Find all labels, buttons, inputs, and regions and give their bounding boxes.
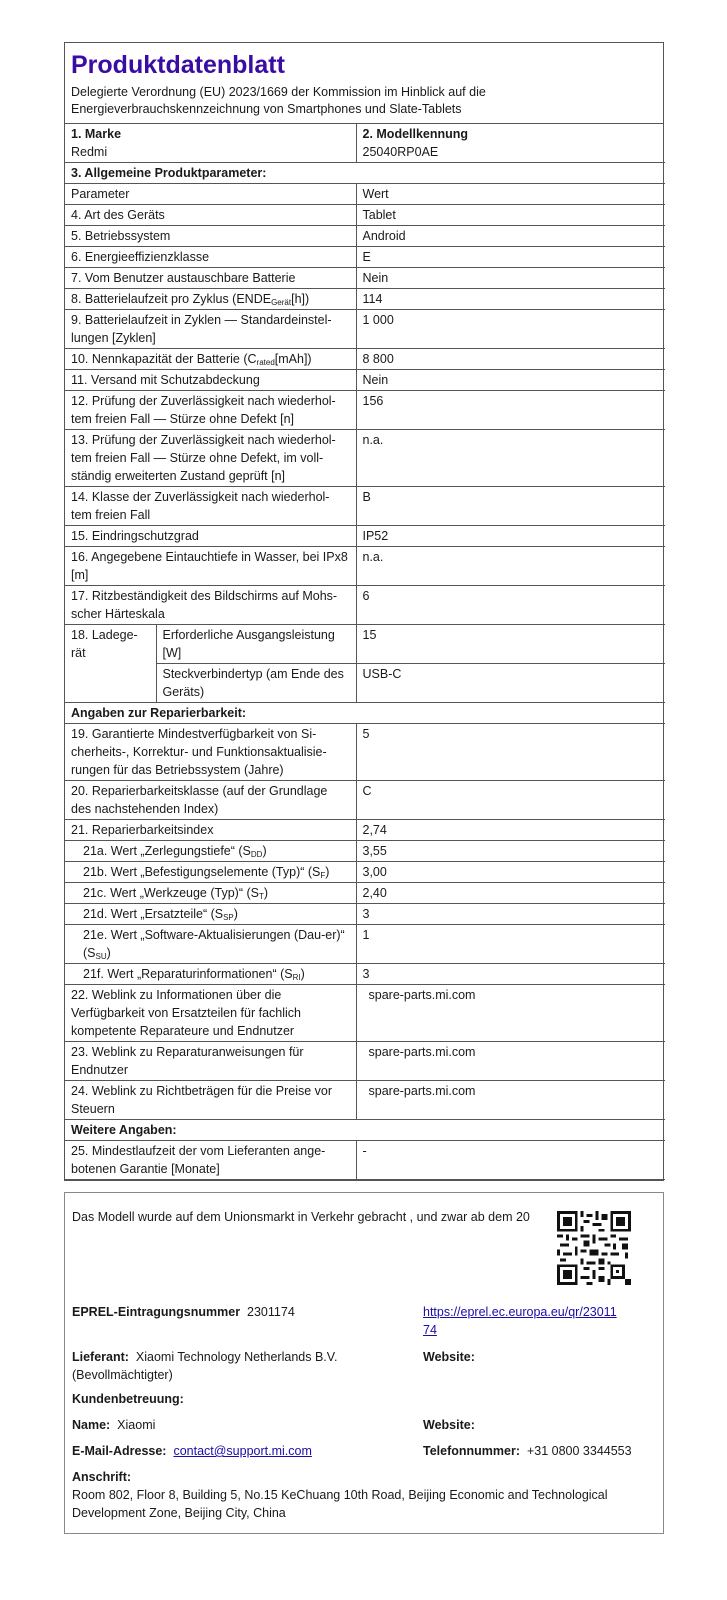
table-row	[65, 1081, 665, 1120]
row-value: 3,55	[356, 841, 665, 862]
row-label: 5. Betriebssystem	[65, 226, 356, 247]
row-label: 21. Reparierbarkeitsindex	[65, 820, 356, 841]
row-label: 4. Art des Geräts	[65, 205, 356, 226]
eprel-value: 2301174	[247, 1305, 295, 1319]
market-date-text: Das Modell wurde auf dem Unionsmarkt in Verkehr gebracht , und zwar ab dem 20	[72, 1210, 530, 1224]
row-label: 9. Batterielaufzeit in Zyklen — Standardeinstel-lungen [Zyklen]	[65, 310, 356, 349]
row-label: 11. Versand mit Schutzabdeckung	[65, 370, 356, 391]
row-label: 24. Weblink zu Richtbeträgen für die Preise vor Steuern	[65, 1081, 356, 1120]
row-value: E	[356, 247, 665, 268]
table-row	[65, 391, 665, 430]
table-row	[65, 526, 665, 547]
table-row	[65, 820, 665, 841]
email-link[interactable]: contact@support.mi.com	[173, 1444, 312, 1458]
row-value: Android	[356, 226, 665, 247]
supplier-info-box	[64, 1192, 664, 1534]
row-label: 19. Garantierte Mindestverfügbarkeit von Si-cherheits-, Korrektur- und Funktionsaktualisie-rungen für das Betriebssystem (Jahre)	[65, 724, 356, 781]
row-label	[65, 349, 356, 370]
row-value: n.a.	[356, 547, 665, 586]
row-value: 3	[356, 904, 665, 925]
row-label	[65, 289, 356, 310]
row-value: IP52	[356, 526, 665, 547]
table-row	[65, 205, 665, 226]
section-row	[65, 703, 665, 724]
row-label	[65, 925, 356, 964]
table-row	[65, 226, 665, 247]
charger-label: 18. Ladege-rät	[65, 625, 156, 703]
table-row	[65, 547, 665, 586]
eprel-line	[72, 1303, 295, 1321]
label-text: [mAh])	[274, 352, 312, 366]
label-text: 21f. Wert „Reparaturinformationen“ (S	[83, 967, 293, 981]
table-row	[65, 349, 665, 370]
address-label: Anschrift:	[72, 1470, 132, 1484]
table-row	[65, 883, 665, 904]
supplier-value: Xiaomi Technology Netherlands B.V. (Bevollmächtigter)	[72, 1350, 338, 1382]
row-value: C	[356, 781, 665, 820]
table-row	[65, 124, 665, 163]
row-value: 2,74	[356, 820, 665, 841]
name-line	[72, 1416, 155, 1434]
table-row	[65, 586, 665, 625]
row-value: Nein	[356, 370, 665, 391]
row-value: 1 000	[356, 310, 665, 349]
label-text: 8. Batterielaufzeit pro Zyklus (ENDE	[71, 292, 272, 306]
label-text: 21b. Wert „Befestigungselemente (Typ)“ (S	[83, 865, 321, 879]
table-row	[65, 430, 665, 487]
label-subscript: T	[258, 892, 264, 901]
row-label: 13. Prüfung der Zuverlässigkeit nach wiederhol-tem freien Fall — Stürze ohne Defekt, im voll-ständig erweiterten Zustand geprüft [n]	[65, 430, 356, 487]
brand-cell	[65, 124, 356, 163]
row-label: 6. Energieeffizienzklasse	[65, 247, 356, 268]
section-general-heading: 3. Allgemeine Produktparameter:	[65, 163, 665, 184]
row-value: 3,00	[356, 862, 665, 883]
label-subscript: F	[320, 871, 326, 880]
website-label: Website:	[423, 1350, 475, 1364]
row-label: 7. Vom Benutzer austauschbare Batterie	[65, 268, 356, 289]
row-value: 3	[356, 964, 665, 985]
charger-power-label: Erforderliche Ausgangsleistung [W]	[156, 625, 356, 664]
model-label: 2. Modellkennung	[362, 127, 469, 141]
row-value: -	[356, 1141, 665, 1180]
eprel-link[interactable]: https://eprel.ec.europa.eu/qr/2301174	[423, 1305, 617, 1337]
row-value: Tablet	[356, 205, 665, 226]
table-row	[65, 781, 665, 820]
label-text: [h])	[291, 292, 310, 306]
table-row	[65, 904, 665, 925]
email-line	[72, 1442, 312, 1460]
section-more-heading: Weitere Angaben:	[65, 1120, 665, 1141]
address-value: Room 802, Floor 8, Building 5, No.15 KeChuang 10th Road, Beijing Economic and Technological Development Zone, Beijing City, China	[72, 1488, 608, 1520]
row-value: 1	[356, 925, 665, 964]
price-info-link[interactable]: spare-parts.mi.com	[356, 1081, 665, 1120]
row-value: 156	[356, 391, 665, 430]
table-row	[65, 370, 665, 391]
label-text: )	[325, 865, 330, 879]
row-value: 5	[356, 724, 665, 781]
table-row	[65, 184, 665, 205]
row-label: 16. Angegebene Eintauchtiefe in Wasser, bei IPx8 [m]	[65, 547, 356, 586]
row-label	[65, 964, 356, 985]
row-value: Nein	[356, 268, 665, 289]
table-row	[65, 247, 665, 268]
label-text: 21a. Wert „Zerlegungstiefe“ (S	[83, 844, 251, 858]
row-value: B	[356, 487, 665, 526]
table-row	[65, 724, 665, 781]
row-label: 22. Weblink zu Informationen über die Verfügbarkeit von Ersatzteilen für fachlich kompetente Reparateure und Endnutzer	[65, 985, 356, 1042]
table-row	[65, 841, 665, 862]
phone-value: +31 0800 3344553	[526, 1444, 632, 1458]
label-text: )	[233, 907, 238, 921]
model-cell	[356, 124, 665, 163]
label-text: )	[262, 844, 267, 858]
row-value: 8 800	[356, 349, 665, 370]
supplier-line	[72, 1348, 412, 1384]
row-value: 114	[356, 289, 665, 310]
row-label	[65, 904, 356, 925]
table-row	[65, 625, 665, 664]
charger-connector-label: Steckverbindertyp (am Ende des Geräts)	[156, 664, 356, 703]
label-subscript: SU	[95, 952, 107, 961]
eprel-label: EPREL-Eintragungsnummer	[72, 1305, 241, 1319]
name-value: Xiaomi	[117, 1418, 156, 1432]
customer-service-label: Kundenbetreuung:	[72, 1392, 184, 1406]
email-label: E-Mail-Adresse:	[72, 1444, 167, 1458]
website-label-2: Website:	[423, 1418, 475, 1432]
product-data-sheet	[64, 42, 664, 1181]
row-label: 12. Prüfung der Zuverlässigkeit nach wiederhol-tem freien Fall — Stürze ohne Defekt [n]	[65, 391, 356, 430]
brand-label: 1. Marke	[71, 127, 122, 141]
label-subscript: DD	[250, 850, 263, 859]
table-row	[65, 310, 665, 349]
label-text: 10. Nennkapazität der Batterie (C	[71, 352, 257, 366]
spare-parts-link[interactable]: spare-parts.mi.com	[356, 985, 665, 1042]
table-row	[65, 487, 665, 526]
label-text: 21c. Wert „Werkzeuge (Typ)“ (S	[83, 886, 259, 900]
label-subscript: Gerät	[271, 298, 292, 307]
row-label	[65, 883, 356, 904]
row-label	[65, 841, 356, 862]
model-value: 25040RP0AE	[362, 145, 439, 159]
label-text: )	[263, 886, 269, 900]
charger-power-value: 15	[356, 625, 665, 664]
regulation-subtitle: Delegierte Verordnung (EU) 2023/1669 der Kommission im Hinblick auf die Energieverbrauchskennzeichnung von Smartphones und Slate-Tablets	[71, 85, 486, 116]
phone-line	[423, 1442, 632, 1460]
repair-instructions-link[interactable]: spare-parts.mi.com	[356, 1042, 665, 1081]
section-repair-heading: Angaben zur Reparierbarkeit:	[65, 703, 665, 724]
phone-label: Telefonnummer:	[423, 1444, 520, 1458]
row-label: 15. Eindringschutzgrad	[65, 526, 356, 547]
charger-connector-value: USB-C	[356, 664, 665, 703]
row-label: 25. Mindestlaufzeit der vom Lieferanten ange-botenen Garantie [Monate]	[65, 1141, 356, 1180]
label-text: )	[300, 967, 305, 981]
row-label: 14. Klasse der Zuverlässigkeit nach wiederhol-tem freien Fall	[65, 487, 356, 526]
label-subscript: RI	[292, 973, 301, 982]
label-subscript: SP	[223, 913, 234, 922]
table-row	[65, 985, 665, 1042]
row-label	[65, 862, 356, 883]
table-row	[65, 964, 665, 985]
product-parameter-table	[65, 124, 665, 1180]
table-row	[65, 925, 665, 964]
section-row	[65, 1120, 665, 1141]
row-label: 23. Weblink zu Reparaturanweisungen für Endnutzer	[65, 1042, 356, 1081]
table-row	[65, 289, 665, 310]
row-value: 2,40	[356, 883, 665, 904]
section-row	[65, 163, 665, 184]
table-row	[65, 268, 665, 289]
sheet-header	[65, 43, 663, 124]
label-text: )	[106, 946, 111, 960]
label-text: 21d. Wert „Ersatzteile“ (S	[83, 907, 224, 921]
qr-code-icon[interactable]	[557, 1211, 631, 1285]
column-header-parameter: Parameter	[65, 184, 356, 205]
row-value: n.a.	[356, 430, 665, 487]
label-subscript: rated	[256, 358, 275, 367]
column-header-value: Wert	[356, 184, 665, 205]
row-value: 6	[356, 586, 665, 625]
table-row	[65, 1042, 665, 1081]
row-label: 17. Ritzbeständigkeit des Bildschirms auf Mohs-scher Härteskala	[65, 586, 356, 625]
table-row	[65, 862, 665, 883]
supplier-label: Lieferant:	[72, 1350, 129, 1364]
page-title: Produktdatenblatt	[71, 51, 285, 79]
brand-value: Redmi	[71, 145, 108, 159]
table-row	[65, 1141, 665, 1180]
row-label: 20. Reparierbarkeitsklasse (auf der Grundlage des nachstehenden Index)	[65, 781, 356, 820]
label-text: 21e. Wert „Software-Aktualisierungen (Dau-er)“ (S	[83, 928, 345, 960]
name-label: Name:	[72, 1418, 111, 1432]
